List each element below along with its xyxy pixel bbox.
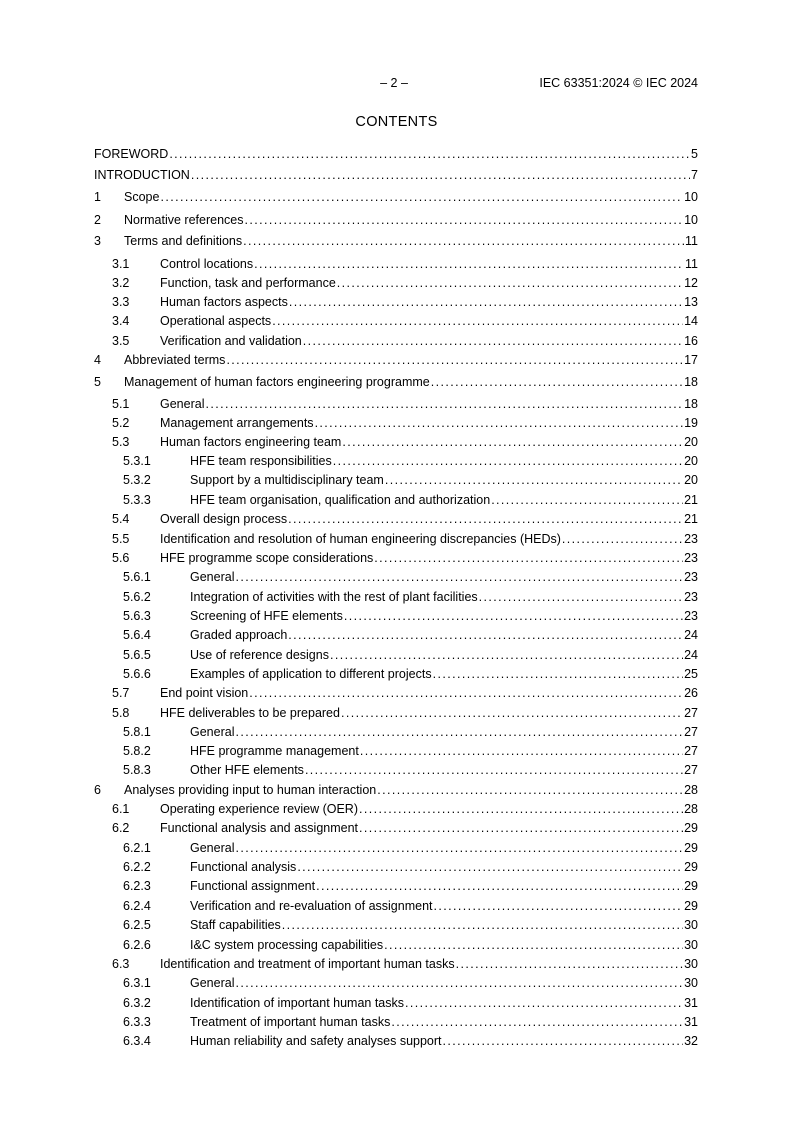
toc-entry-page: 23 <box>684 570 698 584</box>
toc-entry-number: 6.3.4 <box>123 1034 151 1048</box>
toc-dot-leader <box>562 532 683 547</box>
toc-entry-number: 6.3 <box>112 957 130 971</box>
toc-entry-title: General <box>190 725 235 739</box>
toc-entry[interactable] <box>94 312 698 329</box>
toc-entry[interactable] <box>94 471 698 488</box>
toc-dot-leader <box>288 512 683 527</box>
toc-entry[interactable] <box>94 936 698 953</box>
toc-dot-leader <box>315 416 684 431</box>
toc-entry-title: Verification and re-evaluation of assignment <box>190 899 433 913</box>
toc-entry[interactable] <box>94 232 698 249</box>
toc-entry-number: 4 <box>94 353 101 367</box>
toc-entry-number: 1 <box>94 190 101 204</box>
toc-entry-page: 23 <box>684 609 698 623</box>
toc-entry-page: 25 <box>684 667 698 681</box>
toc-entry-title: I&C system processing capabilities <box>190 938 384 952</box>
toc-entry-page: 18 <box>684 397 698 411</box>
toc-entry[interactable] <box>94 1032 698 1049</box>
toc-entry[interactable] <box>94 704 698 721</box>
toc-entry[interactable] <box>94 414 698 431</box>
toc-entry-title: HFE deliverables to be prepared <box>160 706 340 720</box>
toc-entry[interactable] <box>94 742 698 759</box>
toc-entry-title: Operational aspects <box>160 314 272 328</box>
toc-entry-title: Verification and validation <box>160 334 302 348</box>
toc-entry-title: General <box>160 397 205 411</box>
toc-entry[interactable] <box>94 1013 698 1030</box>
toc-entry-title: Identification and resolution of human engineering discrepancies (HEDs) <box>160 532 561 546</box>
toc-entry-title: Scope <box>124 190 160 204</box>
toc-entry-number: 5.4 <box>112 512 130 526</box>
toc-entry-title: Analyses providing input to human interaction <box>124 783 377 797</box>
toc-entry-number: 2 <box>94 213 101 227</box>
toc-entry-page: 13 <box>684 295 698 309</box>
toc-dot-leader <box>384 938 683 953</box>
toc-dot-leader <box>160 190 683 205</box>
toc-entry-title: HFE programme scope considerations <box>160 551 374 565</box>
toc-entry[interactable] <box>94 568 698 585</box>
toc-entry-title: Integration of activities with the rest of plant facilities <box>190 590 478 604</box>
toc-entry-title: Function, task and performance <box>160 276 336 290</box>
toc-entry-page: 31 <box>684 1015 698 1029</box>
toc-entry-number: 5.3.3 <box>123 493 151 507</box>
toc-entry-title: Identification and treatment of important human tasks <box>160 957 455 971</box>
toc-entry-title: Use of reference designs <box>190 648 329 662</box>
toc-entry[interactable] <box>94 166 698 183</box>
toc-entry-title: HFE team organisation, qualification and authorization <box>190 493 491 507</box>
toc-entry[interactable] <box>94 491 698 508</box>
toc-entry-page: 27 <box>684 763 698 777</box>
toc-entry-page: 29 <box>684 879 698 893</box>
toc-entry-page: 24 <box>684 628 698 642</box>
page-header <box>94 76 698 92</box>
toc-dot-leader <box>360 744 683 759</box>
toc-entry-title: Support by a multidisciplinary team <box>190 473 384 487</box>
toc-entry[interactable] <box>94 955 698 972</box>
toc-entry-number: 6.3.3 <box>123 1015 151 1029</box>
toc-entry-page: 23 <box>684 590 698 604</box>
toc-dot-leader <box>205 397 683 412</box>
toc-dot-leader <box>330 648 683 663</box>
toc-entry-number: 3.2 <box>112 276 130 290</box>
toc-entry-page: 28 <box>684 783 698 797</box>
toc-dot-leader <box>235 725 683 740</box>
toc-entry[interactable] <box>94 373 698 390</box>
toc-dot-leader <box>289 295 683 310</box>
toc-entry[interactable] <box>94 588 698 605</box>
toc-entry-title: End point vision <box>160 686 249 700</box>
toc-entry[interactable] <box>94 145 698 162</box>
toc-entry[interactable] <box>94 510 698 527</box>
toc-entry-page: 23 <box>684 532 698 546</box>
toc-dot-leader <box>254 257 684 272</box>
toc-entry-number: 3 <box>94 234 101 248</box>
toc-dot-leader <box>443 1034 684 1049</box>
toc-entry-page: 10 <box>684 190 698 204</box>
toc-entry-number: 5.6.6 <box>123 667 151 681</box>
toc-entry[interactable] <box>94 858 698 875</box>
toc-entry-page: 29 <box>684 821 698 835</box>
toc-entry[interactable] <box>94 800 698 817</box>
toc-entry-page: 17 <box>684 353 698 367</box>
toc-entry-number: 6 <box>94 783 101 797</box>
toc-entry-number: 3.4 <box>112 314 130 328</box>
toc-entry-number: 6.2.4 <box>123 899 151 913</box>
toc-dot-leader <box>282 918 683 933</box>
toc-entry-number: 6.2.5 <box>123 918 151 932</box>
toc-dot-leader <box>169 147 690 162</box>
toc-dot-leader <box>191 168 690 183</box>
toc-entry-number: 5.6.3 <box>123 609 151 623</box>
toc-dot-leader <box>431 375 683 390</box>
toc-dot-leader <box>235 841 683 856</box>
toc-entry[interactable] <box>94 994 698 1011</box>
toc-dot-leader <box>385 473 683 488</box>
toc-dot-leader <box>245 213 684 228</box>
toc-entry-page: 20 <box>684 454 698 468</box>
toc-entry-number: 6.2.3 <box>123 879 151 893</box>
toc-dot-leader <box>303 334 683 349</box>
toc-entry-title: Treatment of important human tasks <box>190 1015 391 1029</box>
toc-entry-title: Management arrangements <box>160 416 314 430</box>
toc-entry-number: 3.5 <box>112 334 130 348</box>
toc-entry[interactable] <box>94 916 698 933</box>
toc-entry-title: HFE programme management <box>190 744 359 758</box>
toc-dot-leader <box>359 802 683 817</box>
toc-dot-leader <box>333 454 683 469</box>
toc-entry-number: 5 <box>94 375 101 389</box>
toc-entry-title: Functional analysis and assignment <box>160 821 359 835</box>
toc-entry-title: General <box>190 976 235 990</box>
toc-dot-leader <box>491 493 683 508</box>
toc-dot-leader <box>479 590 683 605</box>
toc-entry-page: 29 <box>684 860 698 874</box>
toc-entry-page: 32 <box>684 1034 698 1048</box>
toc-entry[interactable] <box>94 839 698 856</box>
toc-entry-number: 3.3 <box>112 295 130 309</box>
toc-entry-title: HFE team responsibilities <box>190 454 332 468</box>
toc-entry-number: 5.6.2 <box>123 590 151 604</box>
toc-entry-number: 6.2 <box>112 821 130 835</box>
toc-entry-title: Identification of important human tasks <box>190 996 405 1010</box>
toc-entry-title: Normative references <box>124 213 244 227</box>
toc-entry-title: Overall design process <box>160 512 288 526</box>
toc-entry[interactable] <box>94 395 698 412</box>
toc-entry-page: 30 <box>684 957 698 971</box>
toc-dot-leader <box>235 976 683 991</box>
toc-entry-title: Human factors aspects <box>160 295 288 309</box>
toc-entry[interactable] <box>94 723 698 740</box>
toc-entry-title: Management of human factors engineering programme <box>124 375 430 389</box>
toc-entry-page: 27 <box>684 706 698 720</box>
toc-entry[interactable] <box>94 607 698 624</box>
toc-entry-number: 5.1 <box>112 397 130 411</box>
toc-entry-page: 29 <box>684 899 698 913</box>
toc-dot-leader <box>359 821 683 836</box>
toc-entry-number: 6.3.2 <box>123 996 151 1010</box>
toc-entry[interactable] <box>94 819 698 836</box>
toc-entry-number: 5.3.2 <box>123 473 151 487</box>
toc-entry[interactable] <box>94 877 698 894</box>
toc-entry[interactable] <box>94 452 698 469</box>
document-identifier: IEC 63351:2024 © IEC 2024 <box>539 76 698 90</box>
toc-entry-page: 31 <box>684 996 698 1010</box>
toc-entry-title: Graded approach <box>190 628 288 642</box>
toc-entry-page: 30 <box>684 918 698 932</box>
toc-dot-leader <box>405 996 683 1011</box>
toc-entry-number: 5.3 <box>112 435 130 449</box>
toc-dot-leader <box>344 609 683 624</box>
toc-entry-page: 21 <box>684 493 698 507</box>
toc-entry-page: 28 <box>684 802 698 816</box>
toc-entry-number: 6.2.6 <box>123 938 151 952</box>
toc-entry-page: 5 <box>691 147 698 161</box>
toc-dot-leader <box>226 353 683 368</box>
toc-entry-title: Staff capabilities <box>190 918 281 932</box>
toc-entry-page: 11 <box>685 234 698 248</box>
toc-entry-number: 5.6.4 <box>123 628 151 642</box>
toc-entry[interactable] <box>94 433 698 450</box>
toc-entry-number: 5.8.2 <box>123 744 151 758</box>
toc-entry-number: 5.6.5 <box>123 648 151 662</box>
toc-dot-leader <box>377 783 683 798</box>
toc-entry-page: 20 <box>684 435 698 449</box>
toc-entry-page: 30 <box>684 976 698 990</box>
toc-entry-number: 5.8 <box>112 706 130 720</box>
toc-dot-leader <box>434 899 684 914</box>
toc-entry-title: Terms and definitions <box>124 234 243 248</box>
toc-entry[interactable] <box>94 332 698 349</box>
toc-entry-number: 3.1 <box>112 257 130 271</box>
toc-entry[interactable] <box>94 761 698 778</box>
toc-entry-number: 5.6 <box>112 551 130 565</box>
toc-entry-page: 30 <box>684 938 698 952</box>
page-number: – 2 – <box>380 76 408 90</box>
toc-entry-page: 29 <box>684 841 698 855</box>
toc-entry-title: Control locations <box>160 257 254 271</box>
toc-entry-title: Abbreviated terms <box>124 353 226 367</box>
toc-entry[interactable] <box>94 974 698 991</box>
toc-entry-title: Human factors engineering team <box>160 435 342 449</box>
toc-dot-leader <box>374 551 683 566</box>
toc-entry[interactable] <box>94 211 698 228</box>
toc-entry-title: General <box>190 841 235 855</box>
toc-entry-page: 27 <box>684 744 698 758</box>
toc-entry-number: 5.5 <box>112 532 130 546</box>
toc-entry-title: Human reliability and safety analyses support <box>190 1034 442 1048</box>
toc-entry-title: Examples of application to different projects <box>190 667 432 681</box>
toc-entry-number: 6.1 <box>112 802 130 816</box>
toc-entry-number: 6.2.2 <box>123 860 151 874</box>
toc-dot-leader <box>391 1015 683 1030</box>
toc-entry-page: 16 <box>684 334 698 348</box>
toc-entry[interactable] <box>94 549 698 566</box>
toc-entry[interactable] <box>94 351 698 368</box>
toc-dot-leader <box>456 957 683 972</box>
toc-dot-leader <box>243 234 684 249</box>
toc-entry-title: Functional assignment <box>190 879 316 893</box>
toc-entry[interactable] <box>94 646 698 663</box>
toc-entry-title: Functional analysis <box>190 860 297 874</box>
toc-entry[interactable] <box>94 897 698 914</box>
toc-dot-leader <box>305 763 683 778</box>
toc-entry-title: Other HFE elements <box>190 763 304 777</box>
toc-dot-leader <box>341 706 683 721</box>
toc-entry-page: 23 <box>684 551 698 565</box>
toc-dot-leader <box>288 628 683 643</box>
toc-entry-page: 12 <box>684 276 698 290</box>
toc-entry[interactable] <box>94 781 698 798</box>
toc-entry-number: 5.6.1 <box>123 570 151 584</box>
toc-entry-page: 26 <box>684 686 698 700</box>
toc-dot-leader <box>272 314 683 329</box>
toc-entry-page: 27 <box>684 725 698 739</box>
toc-entry-page: 18 <box>684 375 698 389</box>
toc-entry-page: 19 <box>684 416 698 430</box>
toc-entry[interactable] <box>94 684 698 701</box>
toc-entry[interactable] <box>94 293 698 310</box>
toc-entry-page: 10 <box>684 213 698 227</box>
toc-dot-leader <box>316 879 683 894</box>
toc-entry-number: 5.8.1 <box>123 725 151 739</box>
toc-entry-number: 5.8.3 <box>123 763 151 777</box>
toc-dot-leader <box>235 570 683 585</box>
toc-entry[interactable] <box>94 188 698 205</box>
toc-entry-number: 6.2.1 <box>123 841 151 855</box>
toc-dot-leader <box>342 435 683 450</box>
toc-entry-page: 11 <box>685 257 698 271</box>
toc-entry-page: 21 <box>684 512 698 526</box>
toc-entry-title: General <box>190 570 235 584</box>
toc-entry-title: Screening of HFE elements <box>190 609 343 623</box>
toc-entry-page: 7 <box>691 168 698 182</box>
toc-dot-leader <box>249 686 683 701</box>
toc-entry[interactable] <box>94 274 698 291</box>
toc-entry-number: 5.7 <box>112 686 130 700</box>
contents-title: CONTENTS <box>355 114 438 130</box>
toc-entry-page: 24 <box>684 648 698 662</box>
toc-entry[interactable] <box>94 255 698 272</box>
toc-entry-page: 14 <box>684 314 698 328</box>
toc-entry-title: INTRODUCTION <box>94 168 190 182</box>
toc-entry-page: 20 <box>684 473 698 487</box>
toc-entry[interactable] <box>94 665 698 682</box>
toc-entry[interactable] <box>94 530 698 547</box>
toc-entry-title: Operating experience review (OER) <box>160 802 358 816</box>
toc-entry[interactable] <box>94 626 698 643</box>
toc-entry-number: 6.3.1 <box>123 976 151 990</box>
toc-dot-leader <box>297 860 683 875</box>
toc-dot-leader <box>337 276 683 291</box>
toc-dot-leader <box>433 667 684 682</box>
toc-entry-number: 5.2 <box>112 416 130 430</box>
toc-entry-number: 5.3.1 <box>123 454 151 468</box>
toc-entry-title: FOREWORD <box>94 147 169 161</box>
